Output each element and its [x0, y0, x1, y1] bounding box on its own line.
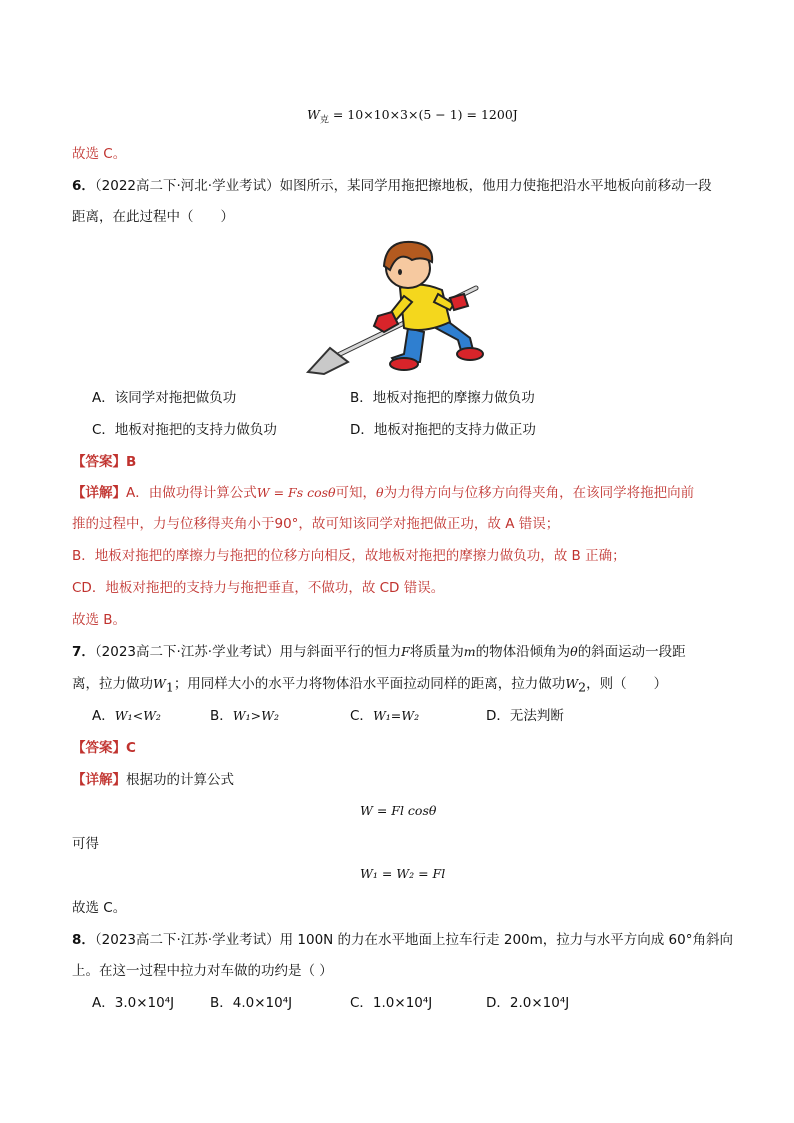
q8-option-a: A．3.0×10⁴J — [92, 995, 175, 1011]
boy-glove-right — [450, 294, 468, 310]
q7-option-d: D．无法判断 — [486, 708, 564, 724]
q7-option-a-text: W₁<W₂ — [114, 708, 161, 723]
q7-var-f: F — [401, 644, 410, 659]
q7-source: （2023高二下·江苏·学业考试） — [94, 644, 280, 660]
q6-source: （2022高二下·河北·学业考试） — [94, 178, 280, 194]
q7-formula-1: W = Fl cosθ — [360, 803, 437, 818]
q7-conclusion: 故选 C。 — [72, 900, 127, 916]
q8-number: 8． — [72, 932, 95, 948]
q7-stem-l2-a: 离，拉力做功 — [72, 676, 153, 692]
q8-option-c: C．1.0×10⁴J — [350, 995, 433, 1011]
q6-detail-b: B．地板对拖把的摩擦力与拖把的位移方向相反，故地板对拖把的摩擦力做负功，故 B 正确； — [72, 548, 626, 564]
boy-mopping-illustration — [300, 236, 490, 378]
q6-number: 6． — [72, 178, 95, 194]
q7-stem-d: 的斜面运动一段距 — [577, 644, 686, 660]
q7-detail-text: 根据功的计算公式 — [126, 772, 234, 788]
q7-var-w1-sub: 1 — [165, 679, 174, 695]
q7-answer-tag: 【答案】 — [72, 740, 126, 756]
q7-option-a — [92, 706, 161, 726]
q7-stem-l2-c: ，则（ ） — [586, 676, 668, 692]
q8-stem-line1 — [72, 930, 733, 950]
q7-stem-b: 将质量为 — [409, 644, 464, 660]
q8-option-b: B．4.0×10⁴J — [210, 995, 293, 1011]
q7-option-c — [350, 706, 419, 726]
q7-option-c-label: C． — [350, 708, 373, 724]
q6-detail-a-rest: 为力得方向与位移方向得夹角，在该同学将拖把向前 — [383, 485, 695, 501]
q6-stem-text1: 如图所示，某同学用拖把擦地板，他用力使拖把沿水平地板向前移动一段 — [279, 178, 712, 194]
q6-detail-a-line1 — [72, 483, 694, 503]
q7-answer-value: C — [126, 740, 136, 756]
q7-stem-line1 — [72, 642, 686, 662]
q8-option-d: D．2.0×10⁴J — [486, 995, 570, 1011]
q7-detail — [72, 770, 234, 790]
q7-stem-c: 的物体沿倾角为 — [475, 644, 571, 660]
q7-var-w2: W — [565, 676, 579, 691]
q6-stem-line2: 距离，在此过程中（ ） — [72, 209, 234, 225]
q7-option-c-text: W₁=W₂ — [372, 708, 420, 723]
q7-option-b-text: W₁>W₂ — [232, 708, 279, 723]
q6-answer-tag: 【答案】 — [72, 454, 126, 470]
formula-sub: 克 — [319, 115, 329, 126]
q6-option-d: D．地板对拖把的支持力做正功 — [350, 422, 536, 438]
q6-option-a: A．该同学对拖把做负功 — [92, 390, 237, 406]
q7-var-w1: W — [153, 676, 166, 691]
q7-number: 7． — [72, 644, 95, 660]
q7-option-b-label: B． — [210, 708, 233, 724]
q7-var-m: m — [463, 644, 476, 659]
q8-stem-text1: 用 100N 的力在水平地面上拉车行走 200m，拉力与水平方向成 60°角斜向 — [279, 932, 733, 948]
q6-option-b: B．地板对拖把的摩擦力做负功 — [350, 390, 535, 406]
q7-option-b — [210, 706, 279, 726]
q6-detail-cd: CD．地板对拖把的支持力与拖把垂直，不做功，故 CD 错误。 — [72, 580, 445, 596]
q6-answer-value: B — [126, 454, 137, 470]
q6-detail-a-formula: W = Fs cosθ — [256, 485, 336, 500]
q6-conclusion: 故选 B。 — [72, 612, 127, 628]
formula-rhs: = 10×10×3×(5 − 1) = 1200J — [328, 107, 518, 122]
q6-detail-tag: 【详解】 — [72, 485, 126, 501]
q6-option-c: C．地板对拖把的支持力做负功 — [92, 422, 277, 438]
q7-stem-a: 用与斜面平行的恒力 — [279, 644, 402, 660]
q6-answer — [72, 452, 136, 472]
q6-detail-a-line2: 推的过程中，力与位移得夹角小于90°，故可知该同学对拖把做正功，故 A 错误； — [72, 516, 560, 532]
q6-stem-line1 — [72, 176, 712, 196]
q6-detail-a-theta: θ — [376, 485, 384, 500]
q6-detail-a-mid: 可知， — [335, 485, 377, 501]
q7-var-theta: θ — [570, 644, 578, 659]
q7-detail-tag: 【详解】 — [72, 772, 126, 788]
q7-stem-line2 — [72, 674, 667, 698]
q7-stem-l2-b: ；用同样大小的水平力将物体沿水平面拉动同样的距离，拉力做功 — [173, 676, 566, 692]
q6-detail-a-prefix: A．由做功得计算公式 — [126, 485, 257, 501]
q7-answer — [72, 738, 136, 758]
q7-var-w2-sub: 2 — [578, 679, 587, 695]
q7-middle-text: 可得 — [72, 836, 99, 852]
q5-conclusion: 故选 C。 — [72, 146, 127, 162]
q8-stem-line2: 上。在这一过程中拉力对车做的功约是（ ） — [72, 963, 333, 979]
q8-source: （2023高二下·江苏·学业考试） — [94, 932, 280, 948]
q7-option-a-label: A． — [92, 708, 115, 724]
formula-work-total — [307, 107, 518, 126]
q7-formula-2: W₁ = W₂ = Fl — [360, 866, 446, 881]
formula-w: W — [307, 107, 320, 122]
